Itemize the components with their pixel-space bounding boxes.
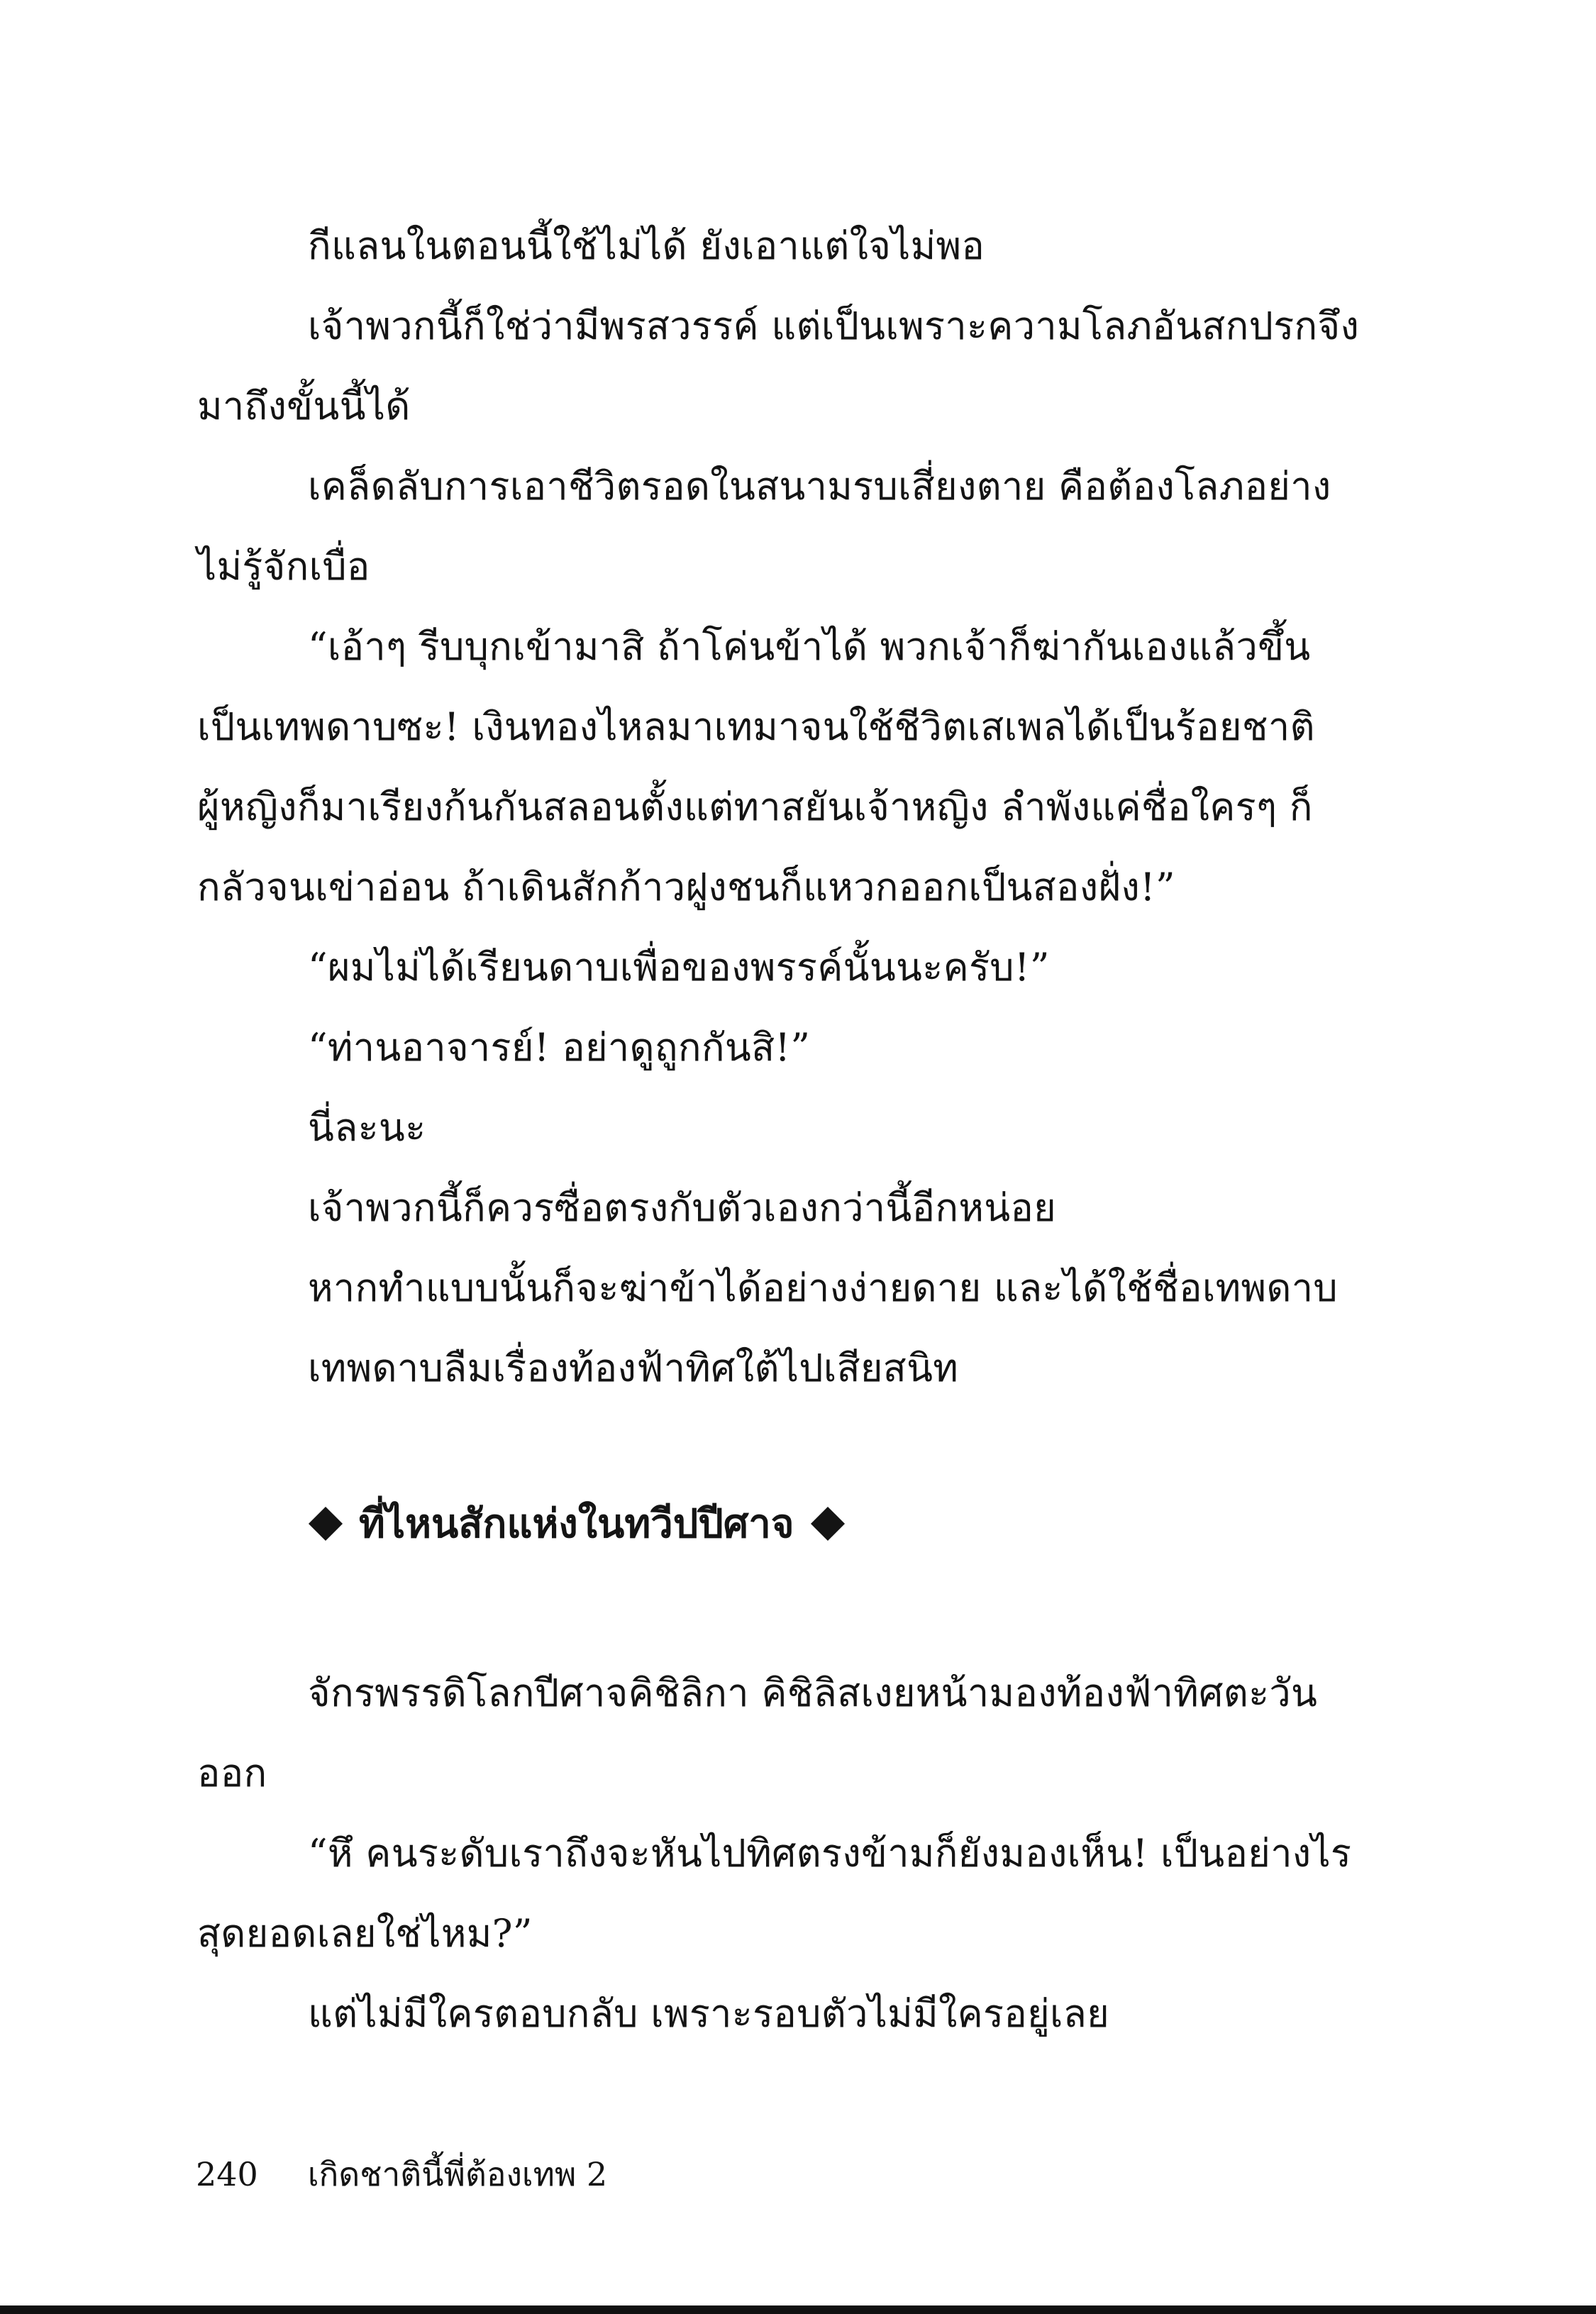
paragraph-line: เทพดาบลืมเรื่องท้องฟ้าทิศใต้ไปเสียสนิท <box>308 1346 959 1390</box>
paragraph-line: กลัวจนเข่าอ่อน ถ้าเดินสักก้าวฝูงชนก็แหวกออกเป็นสองฝั่ง!” <box>197 865 1175 909</box>
page-number: 240 <box>196 2155 258 2193</box>
diamond-icon <box>811 1507 845 1541</box>
section-heading <box>308 1481 846 1566</box>
diamond-icon <box>309 1507 343 1541</box>
paragraph-line: “เอ้าๆ รีบบุกเข้ามาสิ ถ้าโค่นข้าได้ พวกเจ้าก็ฆ่ากันเองแล้วขึ้น <box>308 624 1311 669</box>
paragraph-line: “ท่านอาจารย์! อย่าดูถูกกันสิ!” <box>308 1025 811 1070</box>
paragraph-line: หากทำแบบนั้นก็จะฆ่าข้าได้อย่างง่ายดาย และได้ใช้ชื่อเทพดาบ <box>308 1266 1338 1310</box>
paragraph-line: สุดยอดเลยใช่ไหม?” <box>197 1911 533 1956</box>
paragraph-line: “ผมไม่ได้เรียนดาบเพื่อของพรรค์นั้นนะครับ!” <box>308 945 1050 990</box>
paragraph-line: ไม่รู้จักเบื่อ <box>197 544 370 589</box>
paragraph-line: จักรพรรดิโลกปีศาจคิชิลิกา คิชิลิสเงยหน้ามองท้องฟ้าทิศตะวัน <box>308 1671 1318 1715</box>
paragraph-line: “หึ คนระดับเราถึงจะหันไปทิศตรงข้ามก็ยังมองเห็น! เป็นอย่างไร <box>308 1831 1352 1876</box>
paragraph-line: ผู้หญิงก็มาเรียงก้นกันสลอนตั้งแต่ทาสยันเจ้าหญิง ลำพังแค่ชื่อใครๆ ก็ <box>197 785 1313 829</box>
paragraph-line: เคล็ดลับการเอาชีวิตรอดในสนามรบเสี่ยงตาย คือต้องโลภอย่าง <box>308 464 1331 509</box>
paragraph-line: นี่ละนะ <box>308 1105 426 1150</box>
paragraph-line: เจ้าพวกนี้ก็ใช่ว่ามีพรสวรรค์ แต่เป็นเพราะความโลภอันสกปรกจึง <box>308 304 1360 348</box>
section-heading-text: ที่ไหนสักแห่งในทวีปปีศาจ <box>359 1500 794 1547</box>
paragraph-line: เจ้าพวกนี้ก็ควรซื่อตรงกับตัวเองกว่านี้อีกหน่อย <box>308 1185 1057 1230</box>
paragraph-line: กีแลนในตอนนี้ใช้ไม่ได้ ยังเอาแต่ใจไม่พอ <box>308 223 985 268</box>
bottom-border <box>0 2305 1596 2314</box>
paragraph-line: เป็นเทพดาบซะ! เงินทองไหลมาเทมาจนใช้ชีวิตเสเพลได้เป็นร้อยชาติ <box>197 704 1315 749</box>
page-footer <box>196 2149 607 2199</box>
paragraph-line: ออก <box>197 1751 267 1795</box>
paragraph-line: มาถึงขั้นนี้ได้ <box>197 384 411 428</box>
book-title: เกิดชาตินี้พี่ต้องเทพ 2 <box>307 2155 608 2193</box>
paragraph-line: แต่ไม่มีใครตอบกลับ เพราะรอบตัวไม่มีใครอยู่เลย <box>308 1991 1110 2036</box>
